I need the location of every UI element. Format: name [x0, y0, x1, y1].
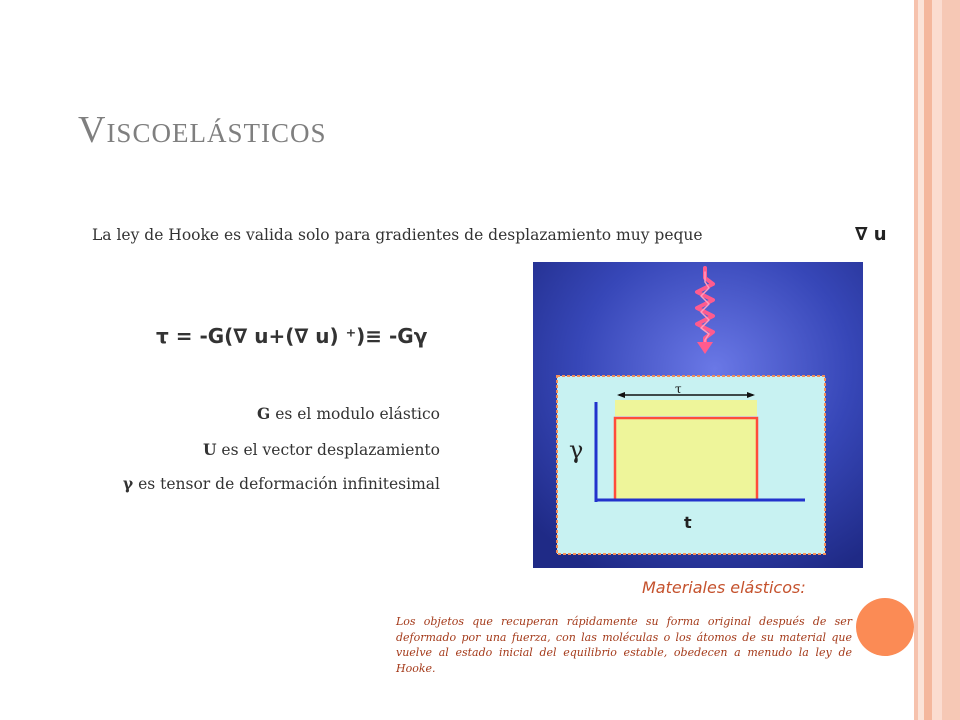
t-label: t: [684, 513, 692, 532]
decorative-circle: [856, 598, 914, 656]
definition-symbol: G: [257, 404, 271, 423]
definition-gamma: [123, 474, 440, 493]
nabla-u-overlay: ∇ u: [855, 224, 887, 245]
definition-text: es el vector desplazamiento: [216, 441, 440, 459]
formula: τ = -G(∇ u+(∇ u) ⁺)≡ -Gγ: [156, 324, 428, 348]
box-signal: [615, 418, 757, 500]
definition-symbol: U: [202, 440, 217, 459]
definition-text: es el modulo elástico: [270, 405, 440, 423]
definition-g: [257, 404, 440, 423]
definition-symbol: γ: [122, 474, 134, 493]
intro-text: La ley de Hooke es valida solo para gradientes de desplazamiento muy peque: [92, 226, 703, 244]
definition-text: es tensor de deformación infinitesimal: [133, 475, 440, 493]
gamma-label: γ: [569, 436, 584, 464]
elastic-diagram: [533, 262, 863, 568]
right-border-decoration: [914, 0, 960, 720]
box-top-strip: [615, 400, 757, 416]
tau-label: τ: [675, 382, 682, 396]
slide-title: Viscoelásticos: [78, 109, 327, 151]
definition-u: [203, 440, 440, 459]
description-paragraph: Los objetos que recuperan rápidamente su forma original después de ser deformado por una fuerza, con las moléculas o los átomos de su material que vuelve al estado inicial del equilibrio estable, obedecen a menudo la ley de Hooke.: [396, 615, 852, 675]
caption: Materiales elásticos:: [642, 578, 806, 597]
